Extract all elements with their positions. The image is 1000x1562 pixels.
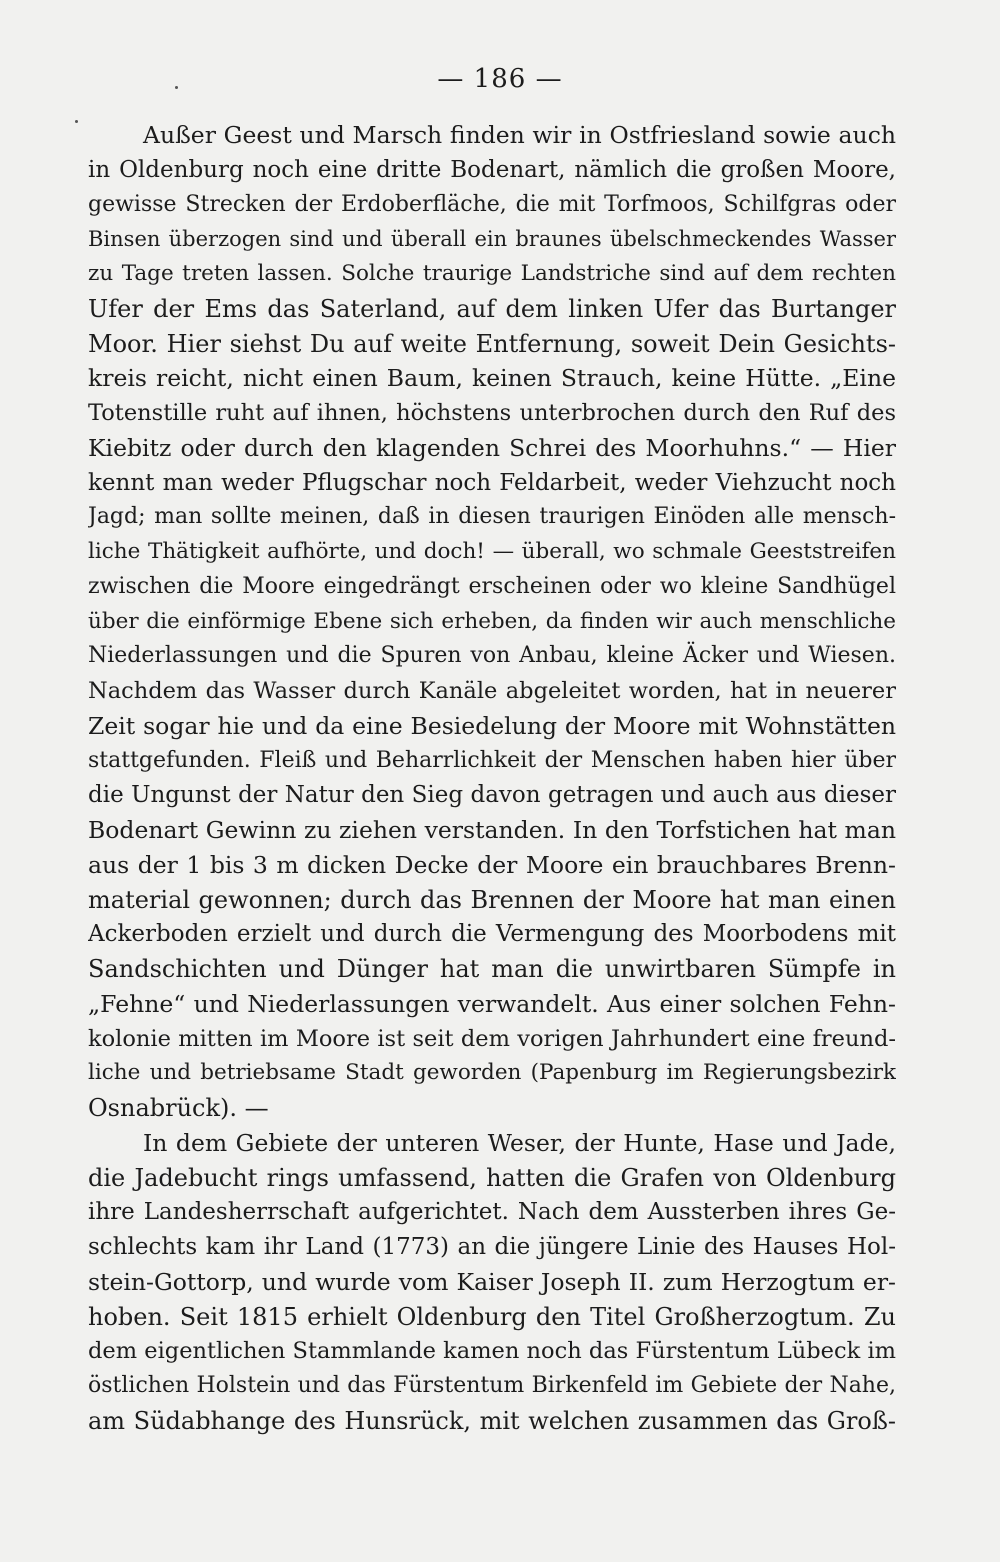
text-line: die Jadebucht rings umfassend, hatten die Grafen von Oldenburg <box>88 1163 896 1192</box>
text-line: stein-Gottorp, und wurde vom Kaiser Joseph II. zum Herzogtum er- <box>88 1267 896 1296</box>
text-line: dem eigentlichen Stammlande kamen noch das Fürstentum Lübeck im <box>88 1338 896 1365</box>
text-line: aus der 1 bis 3 m dicken Decke der Moore ein brauchbares Brenn- <box>88 850 896 879</box>
text-line: zwischen die Moore eingedrängt erscheinen oder wo kleine Sandhügel <box>88 573 896 599</box>
text-line: Ufer der Ems das Saterland, auf dem linken Ufer das Burtanger <box>88 294 896 323</box>
text-line: Binsen überzogen sind und überall ein braunes übelschmeckendes Wasser <box>88 227 896 252</box>
text-line: material gewonnen; durch das Brennen der Moore hat man einen <box>88 885 896 914</box>
text-line: die Ungunst der Natur den Sieg davon getragen und auch aus dieser <box>88 782 896 809</box>
text-line: kolonie mitten im Moore ist seit dem vorigen Jahrhundert eine freund- <box>88 1025 896 1052</box>
text-line: Zeit sogar hie und da eine Besiedelung der Moore mit Wohnstätten <box>88 711 896 740</box>
page-number: — 186 — <box>437 64 563 94</box>
text-line: In dem Gebiete der unteren Weser, der Hunte, Hase und Jade, <box>143 1128 896 1157</box>
text-line: ihre Landesherrschaft aufgerichtet. Nach dem Aussterben ihres Ge- <box>88 1199 896 1226</box>
text-line: Totenstille ruht auf ihnen, höchstens unterbrochen durch den Ruf des <box>88 400 896 426</box>
text-line: in Oldenburg noch eine dritte Bodenart, nämlich die großen Moore, <box>88 156 896 183</box>
text-line: östlichen Holstein und das Fürstentum Birkenfeld im Gebiete der Nahe, <box>88 1373 896 1398</box>
text-line: Ackerboden erzielt und durch die Vermengung des Moorbodens mit <box>88 921 896 948</box>
text-line: Bodenart Gewinn zu ziehen verstanden. In den Torfstichen hat man <box>88 816 896 844</box>
text-line: „Fehne“ und Niederlassungen verwandelt. Aus einer solchen Fehn- <box>88 989 896 1018</box>
text-line: am Südabhange des Hunsrück, mit welchen zusammen das Groß- <box>88 1406 896 1435</box>
text-line: liche Thätigkeit aufhörte, und doch! — überall, wo schmale Geeststreifen <box>88 539 896 564</box>
text-line: Nachdem das Wasser durch Kanäle abgeleitet worden, hat in neuerer <box>88 678 896 704</box>
text-line: Jagd; man sollte meinen, daß in diesen traurigen Einöden alle mensch- <box>88 504 896 530</box>
text-line: kennt man weder Pflugschar noch Feldarbeit, weder Viehzucht noch <box>88 469 896 496</box>
text-line: Moor. Hier siehst Du auf weite Entfernung, soweit Dein Gesichts- <box>88 329 896 358</box>
text-line: Niederlassungen und die Spuren von Anbau, kleine Äcker und Wiesen. <box>88 643 896 669</box>
text-line: hoben. Seit 1815 erhielt Oldenburg den Titel Großherzogtum. Zu <box>88 1302 896 1331</box>
text-line: Sandschichten und Dünger hat man die unwirtbaren Sümpfe in <box>88 955 896 983</box>
text-line: Kiebitz oder durch den klagenden Schrei des Moorhuhns.“ — Hier <box>88 433 896 462</box>
body-text <box>88 118 896 1439</box>
text-line: schlechts kam ihr Land (1773) an die jüngere Linie des Hauses Hol- <box>88 1234 896 1260</box>
text-line: über die einförmige Ebene sich erheben, da finden wir auch menschliche <box>88 608 896 634</box>
text-line: zu Tage treten lassen. Solche traurige Landstriche sind auf dem rechten <box>88 261 896 286</box>
text-line: gewisse Strecken der Erdoberfläche, die mit Torfmoos, Schilfgras oder <box>88 191 896 217</box>
text-line: Außer Geest und Marsch finden wir in Ostfriesland sowie auch <box>143 121 896 149</box>
speck-mark <box>75 120 78 123</box>
text-line: kreis reicht, nicht einen Baum, keinen Strauch, keine Hütte. „Eine <box>88 364 896 393</box>
text-line: stattgefunden. Fleiß und Beharrlichkeit der Menschen haben hier über <box>88 747 896 773</box>
text-line: liche und betriebsame Stadt geworden (Papenburg im Regierungsbezirk <box>88 1060 896 1086</box>
text-line: Osnabrück). — <box>88 1094 269 1122</box>
